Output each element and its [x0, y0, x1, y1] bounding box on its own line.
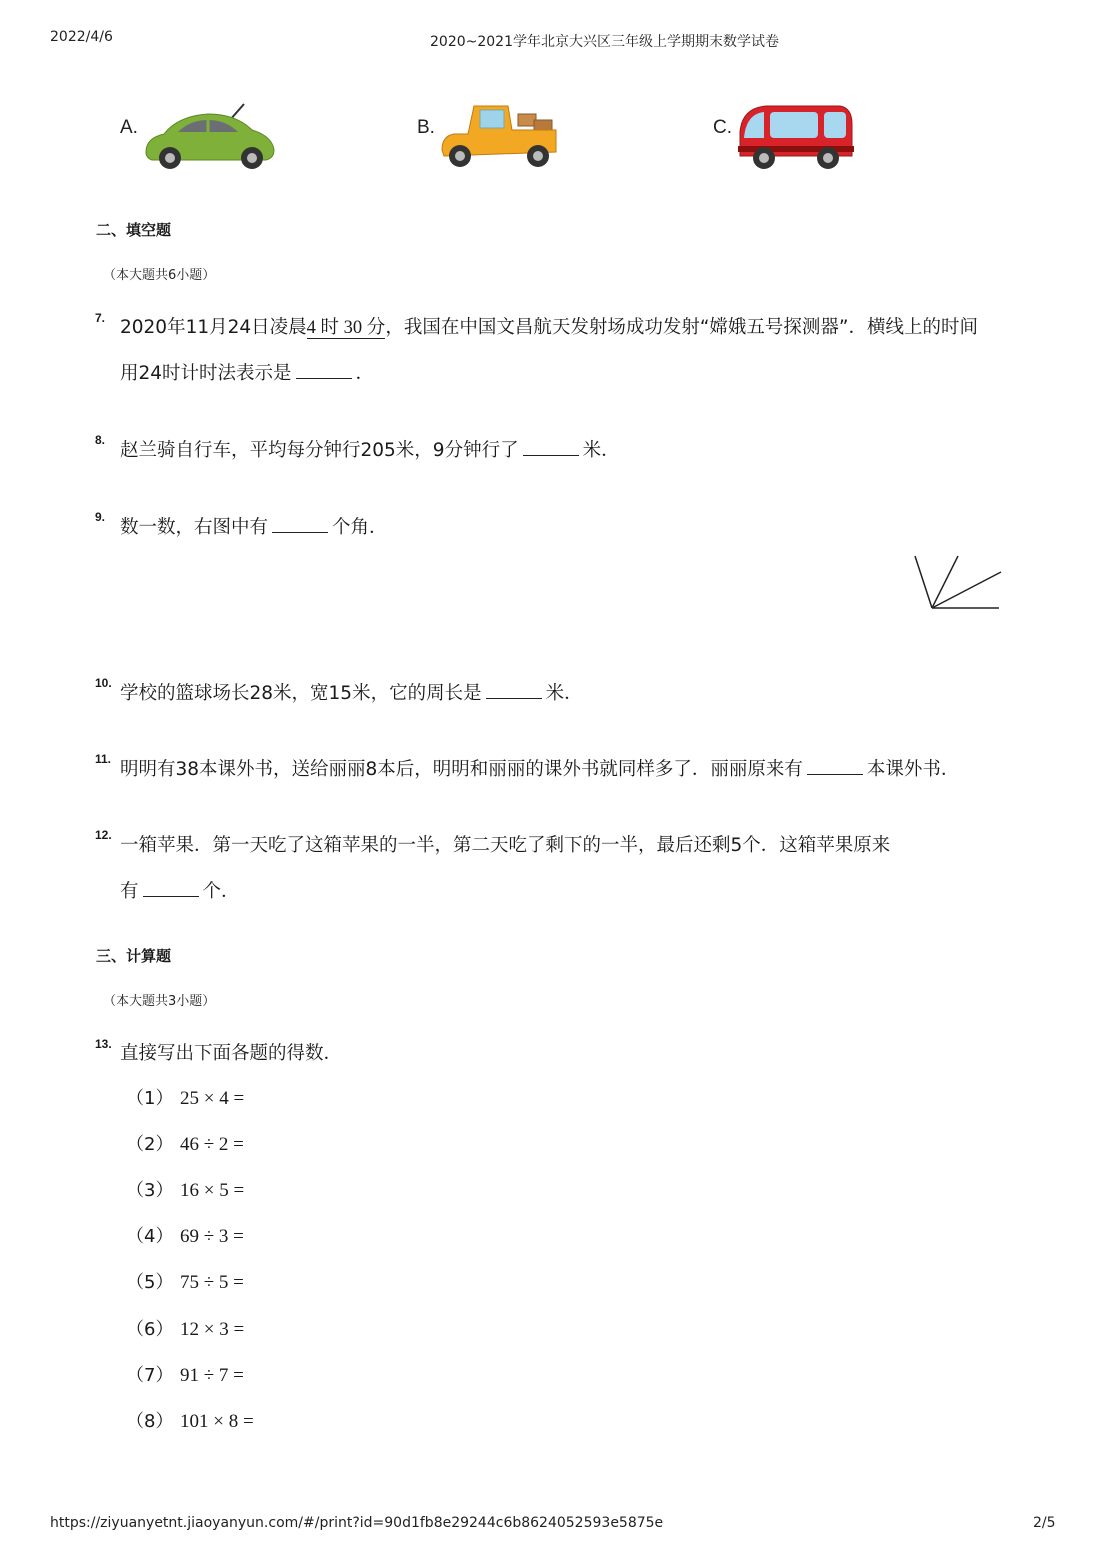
section3-subtitle: （本大题共3小题）: [103, 994, 216, 1009]
q11-number: 11.: [95, 752, 112, 766]
q13-item-7: [126, 1361, 244, 1387]
q7-line2-pre: 用24时计时法表示是: [120, 363, 292, 384]
q13-item-4: [126, 1222, 244, 1248]
q9-answer-blank[interactable]: [272, 518, 328, 533]
q11-line: [120, 755, 959, 781]
q13-item-label: （2）: [126, 1134, 174, 1155]
q13-item-5: [126, 1268, 244, 1294]
q13-item-label: （7）: [126, 1365, 174, 1386]
q13-item-8: [126, 1407, 254, 1433]
q13-item-expr: 46 ÷ 2 =: [180, 1134, 244, 1155]
yellow-truck-icon: [438, 100, 560, 170]
q12-answer-blank[interactable]: [143, 882, 199, 897]
angle-figure: [910, 552, 1006, 614]
q8-number: 8.: [95, 433, 106, 447]
q10-text-pre: 学校的篮球场长28米，宽15米，它的周长是: [120, 683, 482, 704]
q13-item-label: （1）: [126, 1088, 174, 1109]
q11-text-post: 本课外书．: [866, 759, 960, 780]
q13-item-label: （3）: [126, 1180, 174, 1201]
q13-item-6: [126, 1315, 244, 1341]
q13-item-expr: 75 ÷ 5 =: [180, 1272, 244, 1293]
q7-number: 7.: [95, 311, 106, 325]
section2-title: 二、填空题: [96, 221, 172, 239]
q12-line2: [120, 877, 240, 903]
q12-number: 12.: [95, 828, 112, 842]
q11-text-pre: 明明有38本课外书，送给丽丽8本后，明明和丽丽的课外书就同样多了．丽丽原来有: [120, 759, 803, 780]
q10-line: [120, 679, 583, 705]
green-car-icon: [142, 100, 278, 172]
page-number: 2/5: [1033, 1515, 1056, 1531]
q12-line1: 一箱苹果．第一天吃了这箱苹果的一半，第二天吃了剩下的一半，最后还剩5个．这箱苹果原来: [120, 835, 891, 856]
q13-item-label: （4）: [126, 1226, 174, 1247]
q10-answer-blank[interactable]: [486, 684, 542, 699]
q13-item-expr: 101 × 8 =: [180, 1411, 254, 1432]
q7-text-post: ，我国在中国文昌航天发射场成功发射“嫦娥五号探测器”．横线上的时间: [385, 317, 978, 338]
q7-line2: [120, 359, 374, 385]
option-a-label: A.: [120, 117, 138, 138]
q13-item-expr: 12 × 3 =: [180, 1319, 245, 1340]
q13-item-1: [126, 1084, 244, 1110]
q8-answer-blank[interactable]: [523, 441, 579, 456]
q11-answer-blank[interactable]: [807, 760, 863, 775]
q13-item-label: （5）: [126, 1272, 174, 1293]
option-c-label: C.: [713, 117, 732, 138]
q7-underlined-time: 4 时 30 分: [306, 318, 386, 338]
q7-text-pre: 2020年11月24日凌晨: [120, 317, 307, 338]
q9-text-pre: 数一数，右图中有: [120, 517, 269, 538]
q13-item-label: （8）: [126, 1411, 174, 1432]
q9-line: [120, 513, 388, 539]
q13-item-3: [126, 1176, 244, 1202]
q9-number: 9.: [95, 510, 106, 524]
q13-item-expr: 69 ÷ 3 =: [180, 1226, 244, 1247]
q10-text-post: 米．: [545, 683, 583, 704]
q8-line: [120, 436, 620, 462]
q13-number: 13.: [95, 1037, 112, 1051]
q7-line1: [120, 313, 978, 339]
q13-item-expr: 16 × 5 =: [180, 1180, 245, 1201]
q7-line2-post: ．: [355, 363, 375, 384]
q10-number: 10.: [95, 676, 112, 690]
q12-line2-post: 个．: [202, 881, 240, 902]
q13-item-2: [126, 1130, 244, 1156]
footer-url[interactable]: https://ziyuanyetnt.jiaoyanyun.com/#/print?id=90d1fb8e29244c6b8624052593e5875e: [50, 1515, 664, 1531]
q7-answer-blank[interactable]: [296, 364, 352, 379]
document-title: 2020~2021学年北京大兴区三年级上学期期末数学试卷: [430, 34, 779, 50]
red-van-icon: [736, 102, 856, 172]
q13-item-expr: 91 ÷ 7 =: [180, 1365, 244, 1386]
q9-text-post: 个角．: [332, 517, 388, 538]
q13-instruction: 直接写出下面各题的得数．: [120, 1043, 343, 1064]
option-b-label: B.: [417, 117, 435, 138]
q12-line2-pre: 有: [120, 881, 139, 902]
q13-item-expr: 25 × 4 =: [180, 1088, 245, 1109]
q8-text-pre: 赵兰骑自行车，平均每分钟行205米，9分钟行了: [120, 440, 519, 461]
q8-text-post: 米．: [582, 440, 620, 461]
section3-title: 三、计算题: [96, 947, 172, 965]
section2-subtitle: （本大题共6小题）: [103, 268, 216, 283]
q13-item-label: （6）: [126, 1319, 174, 1340]
print-date: 2022/4/6: [50, 29, 113, 45]
